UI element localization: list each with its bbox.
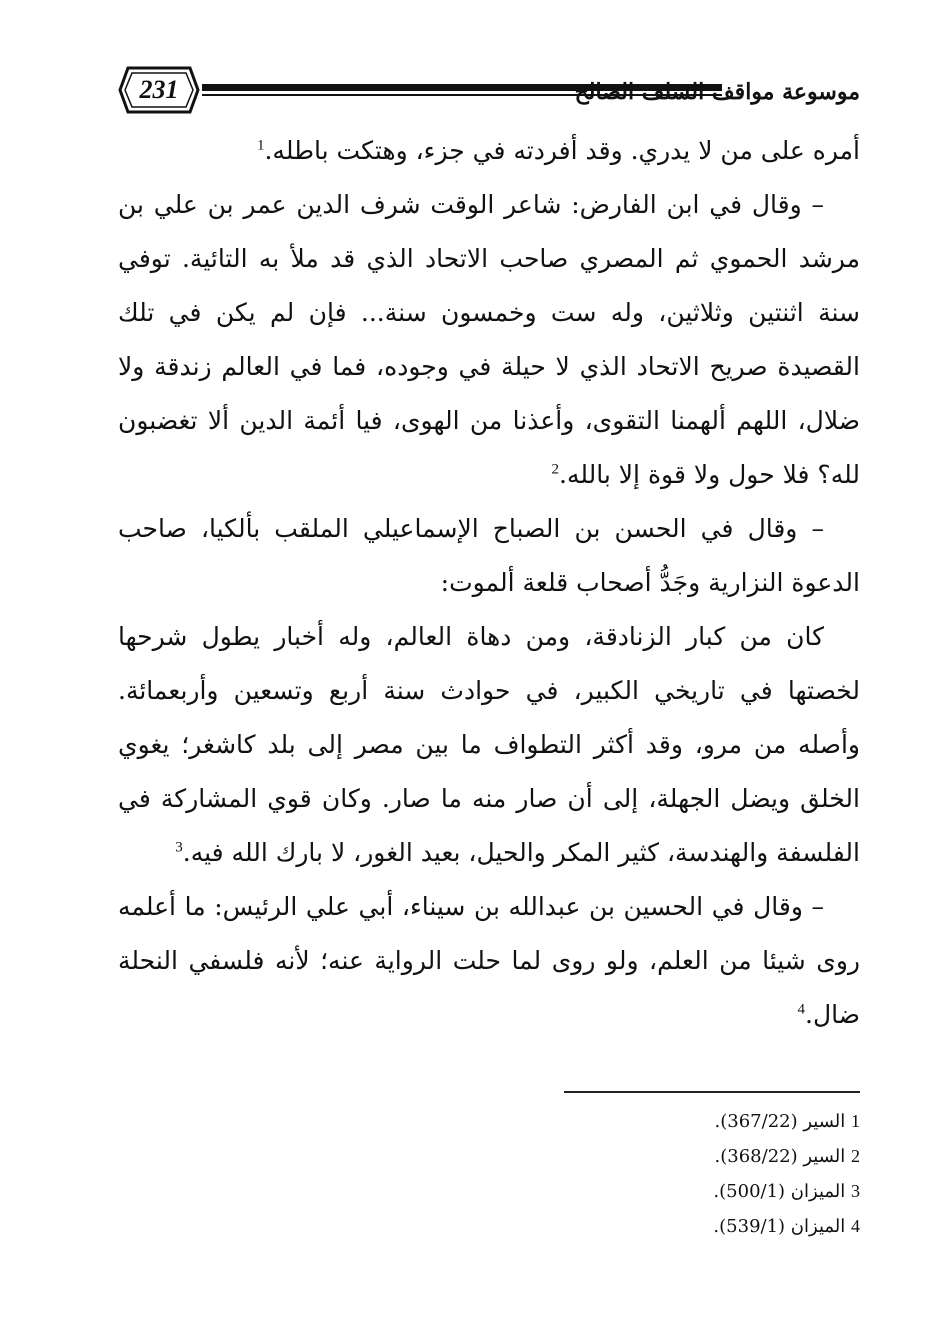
footnote: 4 الميزان (539/1).: [713, 1216, 860, 1237]
footnote-ref: 1: [256, 137, 265, 154]
footnotes: [460, 1104, 860, 1244]
page-header: [118, 66, 860, 118]
page-number-frame: [118, 66, 200, 114]
paragraph: – وقال في ابن الفارض: شاعر الوقت شرف الدين عمر بن علي بن مرشد الحموي ثم المصري صاحب الاتحاد الذي قد ملأ به التائية. توفي سنة اثنتين وثلاثين، وله ست وخمسون سنة... فإن لم يكن في تلك القصيدة صريح الاتحاد الذي لا حيلة في وجوده، فما في العالم زندقة ولا ضلال، اللهم ألهمنا التقوى، وأعذنا من الهوى، فيا أئمة الدين ألا تغضبون لله؟ فلا حول ولا قوة إلا بالله.$^2$: [118, 190, 860, 489]
paragraph: كان من كبار الزنادقة، ومن دهاة العالم، وله أخبار يطول شرحها لخصتها في تاريخي الكبير، في حوادث سنة أربع وتسعين وأربعمائة. وأصله من مرو، وقد أكثر التطواف ما بين مصر إلى بلد كاشغر؛ يغوي الخلق ويضل الجهلة، إلى أن صار منه ما صار. وكان قوي المشاركة في الفلسفة والهندسة، كثير المكر والحيل، بعيد الغور، لا بارك الله فيه.$^3$: [118, 622, 860, 867]
footnote: 3 الميزان (500/1).: [713, 1181, 860, 1202]
footnote-separator: [564, 1091, 860, 1093]
paragraph: – وقال في الحسن بن الصباح الإسماعيلي الملقب بألكيا، صاحب الدعوة النزارية وجَدُّ أصحاب قلعة ألموت:: [118, 514, 860, 597]
main-text: [118, 124, 860, 1042]
paragraph: – وقال في الحسين بن عبدالله بن سيناء، أبي علي الرئيس: ما أعلمه روى شيئا من العلم، ولو روى لما حلت الرواية عنه؛ لأنه فلسفي النحلة ضال.$^4$: [118, 892, 860, 1029]
footnote-ref: 4: [797, 1001, 806, 1018]
footnote-ref: 2: [551, 461, 560, 478]
paragraph: أمره على من لا يدري. وقد أفردته في جزء، وهتكت باطله.$^1$: [256, 136, 860, 165]
series-title: موسوعة مواقف السلف الصالح: [574, 79, 860, 105]
footnote-ref: 3: [175, 839, 183, 856]
page-number: 231: [139, 75, 179, 104]
footnote: 2 السير (368/22).: [714, 1146, 860, 1167]
footnote: 1 السير (367/22).: [714, 1111, 860, 1132]
